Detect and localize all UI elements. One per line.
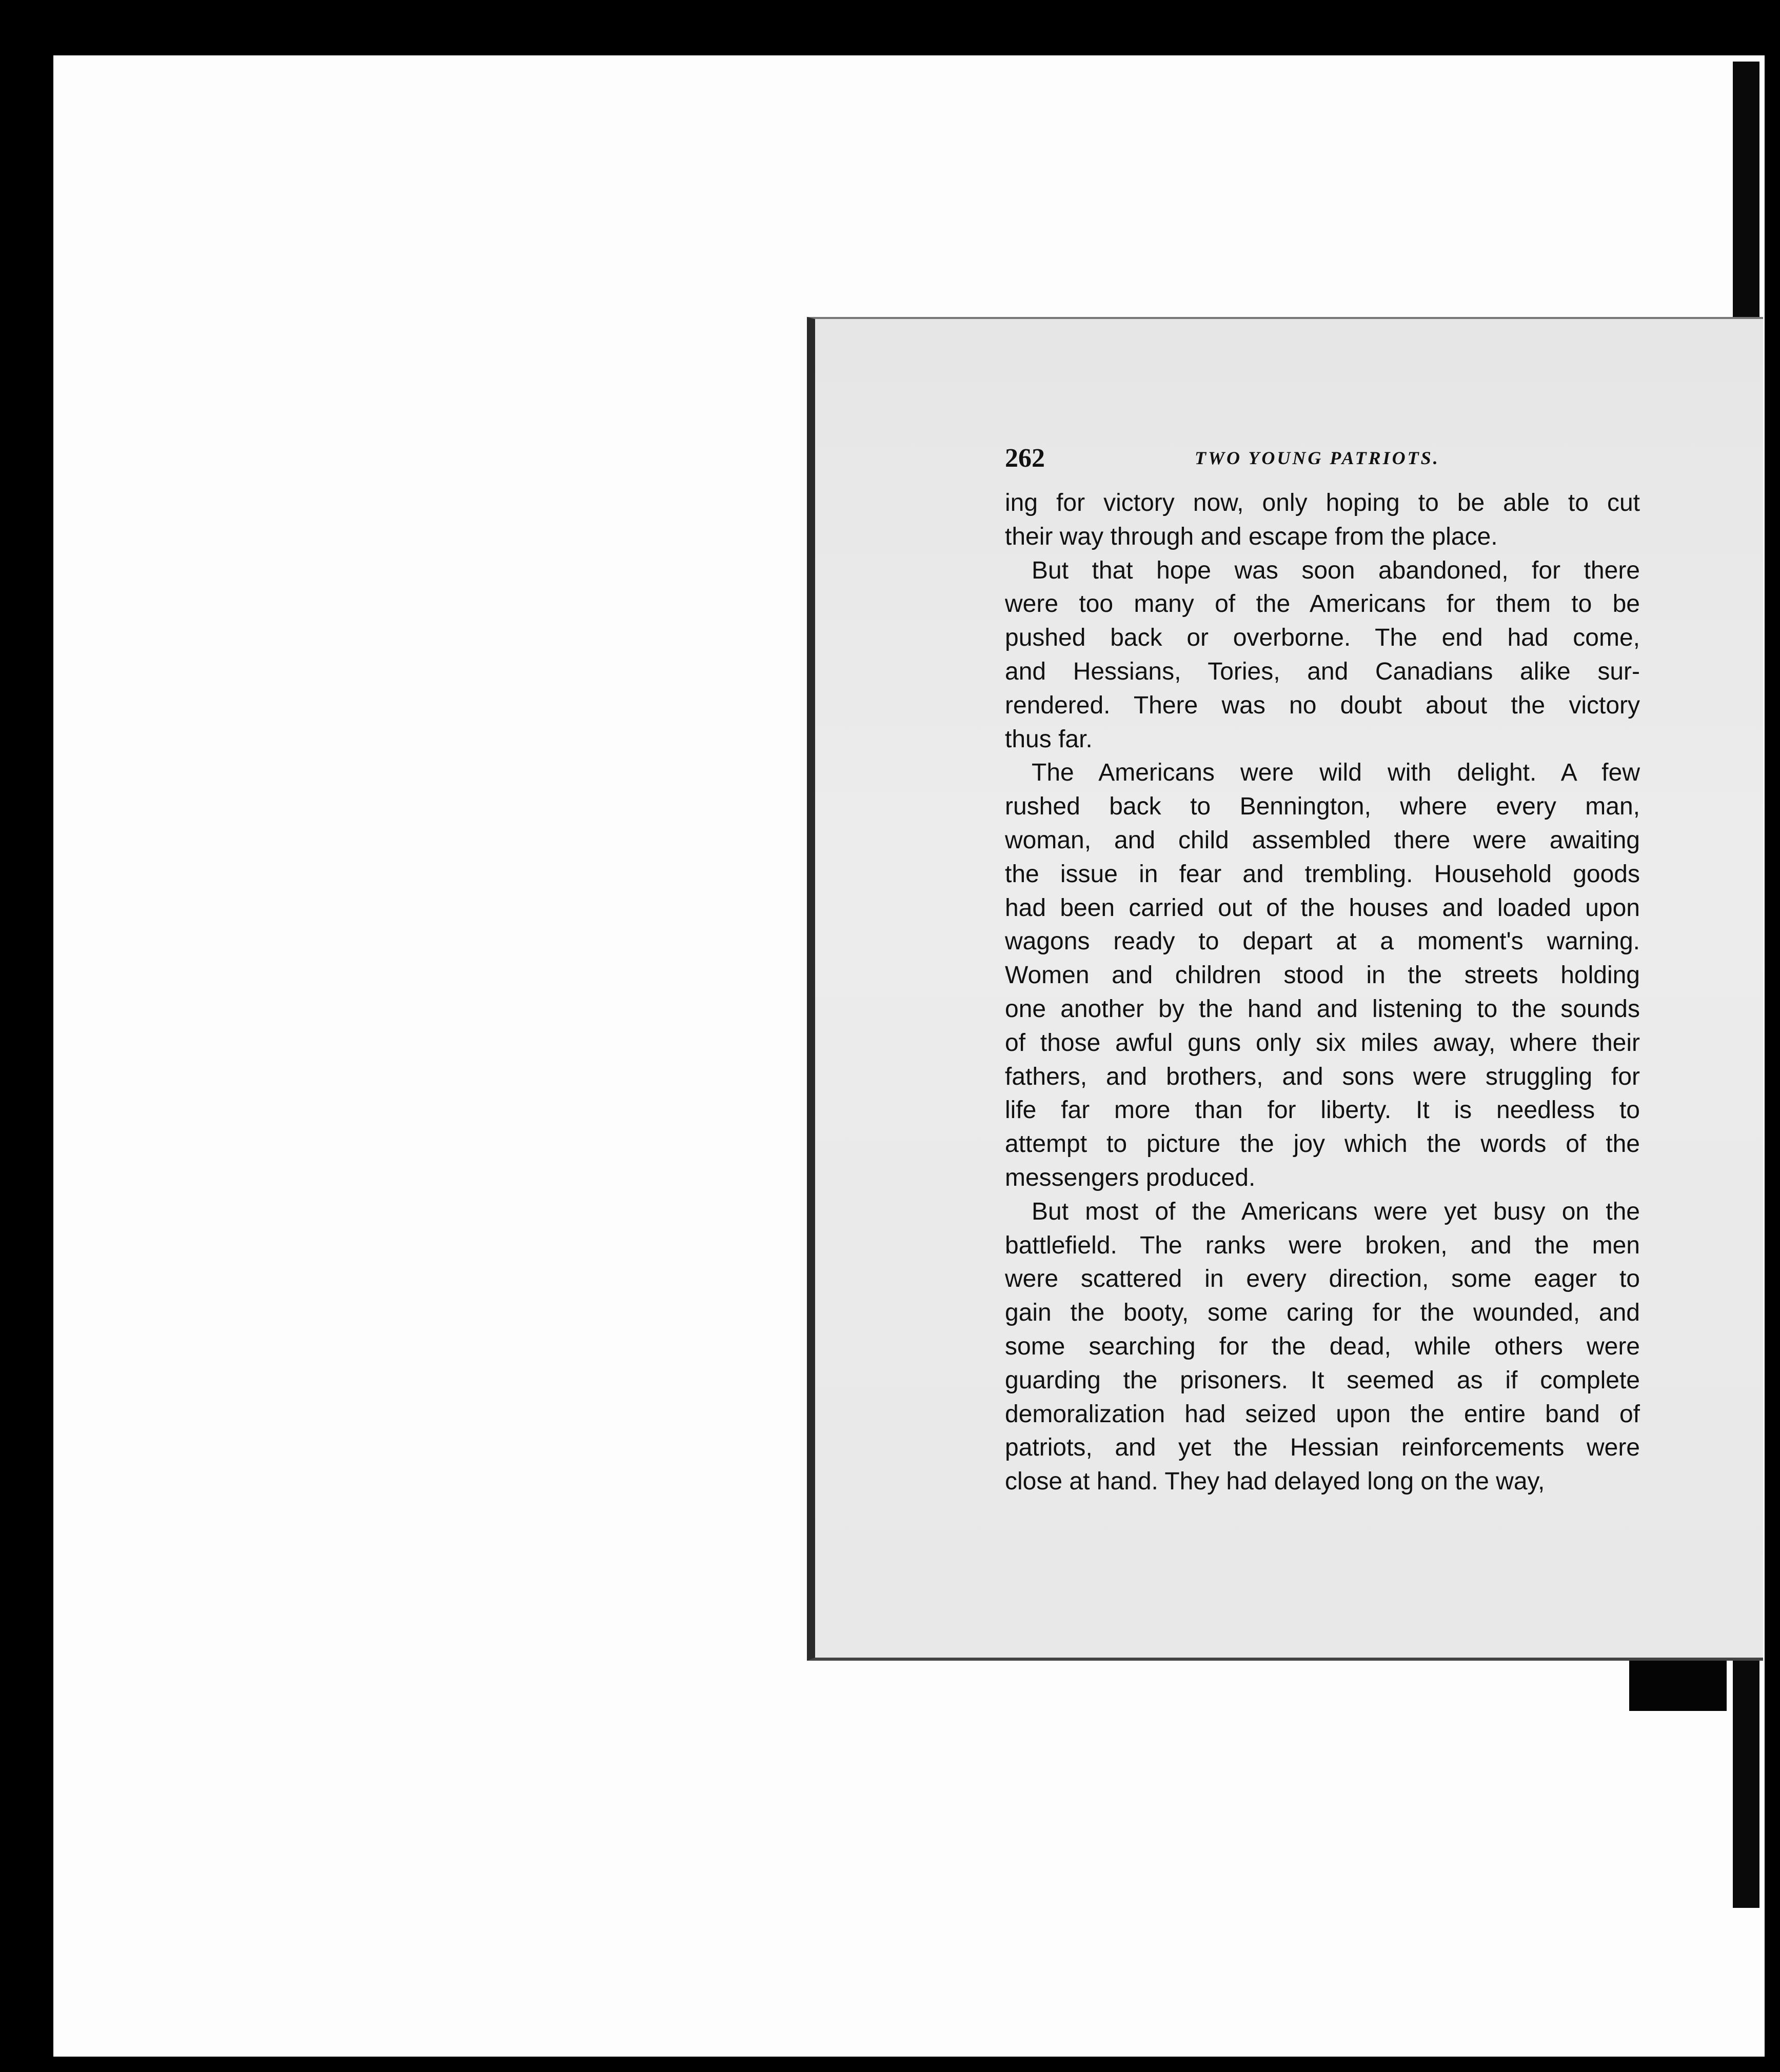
text-line: woman, and child assembled there were awaiting	[1005, 826, 1640, 854]
text-line: pushed back or overborne. The end had come,	[1005, 624, 1640, 652]
paragraph	[1005, 486, 1640, 554]
text-line: guarding the prisoners. It seemed as if complete	[1005, 1366, 1640, 1394]
text-line: rendered. There was no doubt about the victory	[1005, 691, 1640, 719]
text-line: were too many of the Americans for them to be	[1005, 590, 1640, 618]
text-line: were scattered in every direction, some eager to	[1005, 1265, 1640, 1293]
page-number: 262	[1005, 444, 1045, 473]
paragraph	[1005, 756, 1640, 1194]
page-header	[1005, 443, 1759, 474]
text-line: gain the booty, some caring for the wounded, and	[1005, 1299, 1640, 1327]
text-line: one another by the hand and listening to the sounds	[1005, 995, 1640, 1023]
text-line: messengers produced.	[1005, 1164, 1256, 1191]
text-line: ing for victory now, only hoping to be able to cut	[1005, 489, 1640, 516]
text-line: The Americans were wild with delight. A few	[1032, 759, 1640, 787]
text-line: some searching for the dead, while others were	[1005, 1332, 1640, 1360]
book-page	[807, 317, 1763, 1661]
text-line: wagons ready to depart at a moment's warning.	[1005, 928, 1640, 955]
paragraph	[1005, 554, 1640, 756]
film-edge-tab	[1629, 1658, 1727, 1711]
text-line: close at hand. They had delayed long on the way,	[1005, 1468, 1545, 1496]
text-line: life far more than for liberty. It is needless to	[1005, 1097, 1640, 1124]
text-line: the issue in fear and trembling. Household goods	[1005, 860, 1640, 888]
text-line: attempt to picture the joy which the words of the	[1005, 1130, 1640, 1158]
text-line: But most of the Americans were yet busy on the	[1032, 1198, 1640, 1225]
text-line: their way through and escape from the place.	[1005, 523, 1498, 550]
text-line: demoralization had seized upon the entire band of	[1005, 1400, 1640, 1428]
text-line: and Hessians, Tories, and Canadians alike sur-	[1005, 658, 1640, 685]
running-head: TWO YOUNG PATRIOTS.	[1195, 448, 1440, 468]
text-line: thus far.	[1005, 725, 1093, 753]
text-line: Women and children stood in the streets holding	[1005, 962, 1640, 989]
text-line: patriots, and yet the Hessian reinforcements were	[1005, 1434, 1640, 1462]
text-line: had been carried out of the houses and loaded upon	[1005, 894, 1640, 922]
text-line: rushed back to Bennington, where every man,	[1005, 793, 1640, 821]
text-line: battlefield. The ranks were broken, and the men	[1005, 1231, 1640, 1259]
text-line: of those awful guns only six miles away, where their	[1005, 1029, 1640, 1057]
paragraph	[1005, 1195, 1640, 1499]
text-line: But that hope was soon abandoned, for there	[1032, 556, 1640, 584]
body-text	[1005, 486, 1640, 1499]
text-line: fathers, and brothers, and sons were struggling for	[1005, 1063, 1640, 1090]
